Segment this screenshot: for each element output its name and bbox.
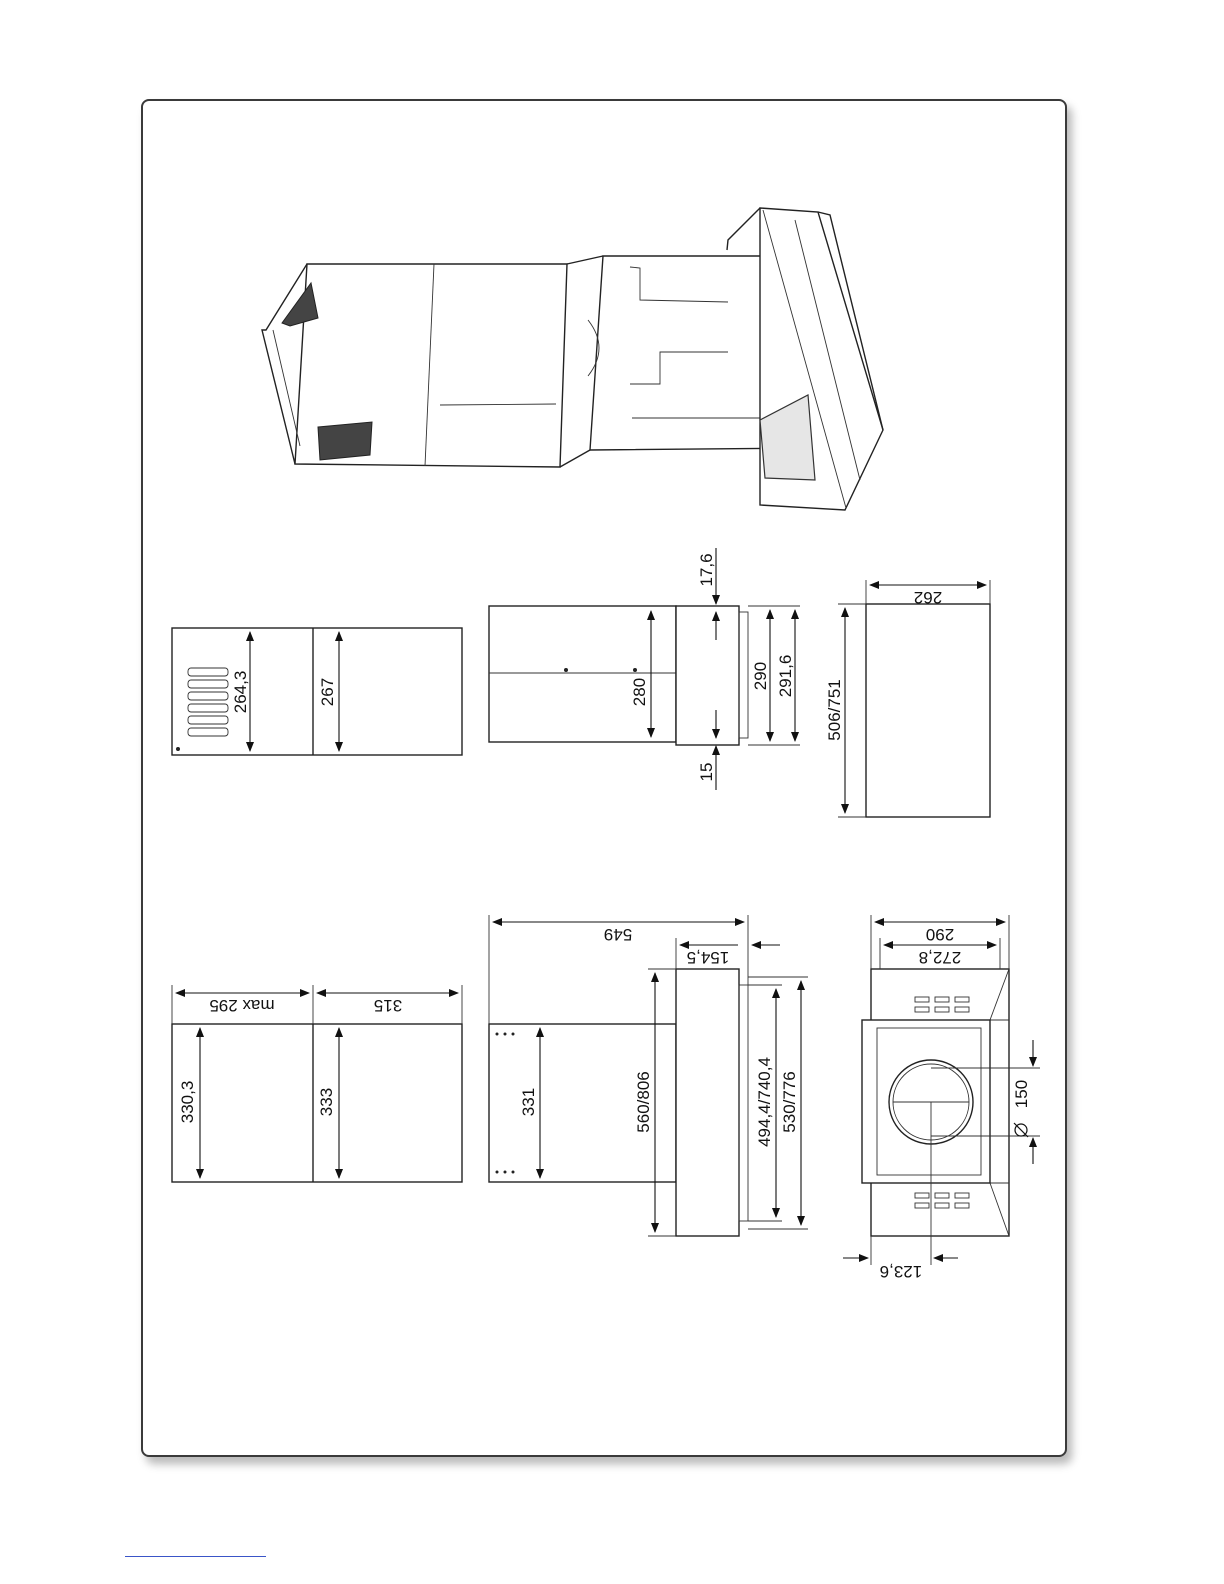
isometric-view [262,208,883,510]
upper-left-view [172,628,462,755]
dim-label: 264,3 [231,670,250,714]
diameter-icon [1014,1123,1028,1137]
dim-label: 17,6 [697,553,716,587]
dim-label: 333 [317,1087,336,1117]
upper-middle-view [489,548,800,790]
dim-label: 272,8 [918,948,962,967]
lower-left-view [172,985,462,1182]
dim-label: 291,6 [776,654,795,698]
lower-middle-view [489,915,808,1236]
upper-right-view [825,580,990,817]
dim-label: 530/776 [780,1071,799,1133]
dim-label: 15 [697,762,716,782]
dim-label: 290 [751,661,770,691]
dim-label: 494,4/740,4 [755,1057,774,1147]
dim-label: 331 [519,1087,538,1117]
dim-label: 123,6 [879,1262,923,1281]
dim-label: 315 [373,996,403,1015]
dim-label: 267 [318,677,337,707]
dim-label: 506/751 [825,679,844,741]
dim-label: 150 [1012,1079,1031,1109]
dim-label: 154,5 [686,948,730,967]
footer-rule [125,1556,266,1557]
dim-label: 330,3 [178,1080,197,1124]
dim-label: 560/806 [634,1071,653,1133]
dim-label: 280 [630,677,649,707]
dim-label: max 295 [209,996,275,1015]
lower-right-view [843,915,1040,1281]
dim-label: 549 [603,925,633,944]
vent-grille [318,422,372,460]
dim-label: 262 [913,588,943,607]
dim-label: 290 [925,925,955,944]
